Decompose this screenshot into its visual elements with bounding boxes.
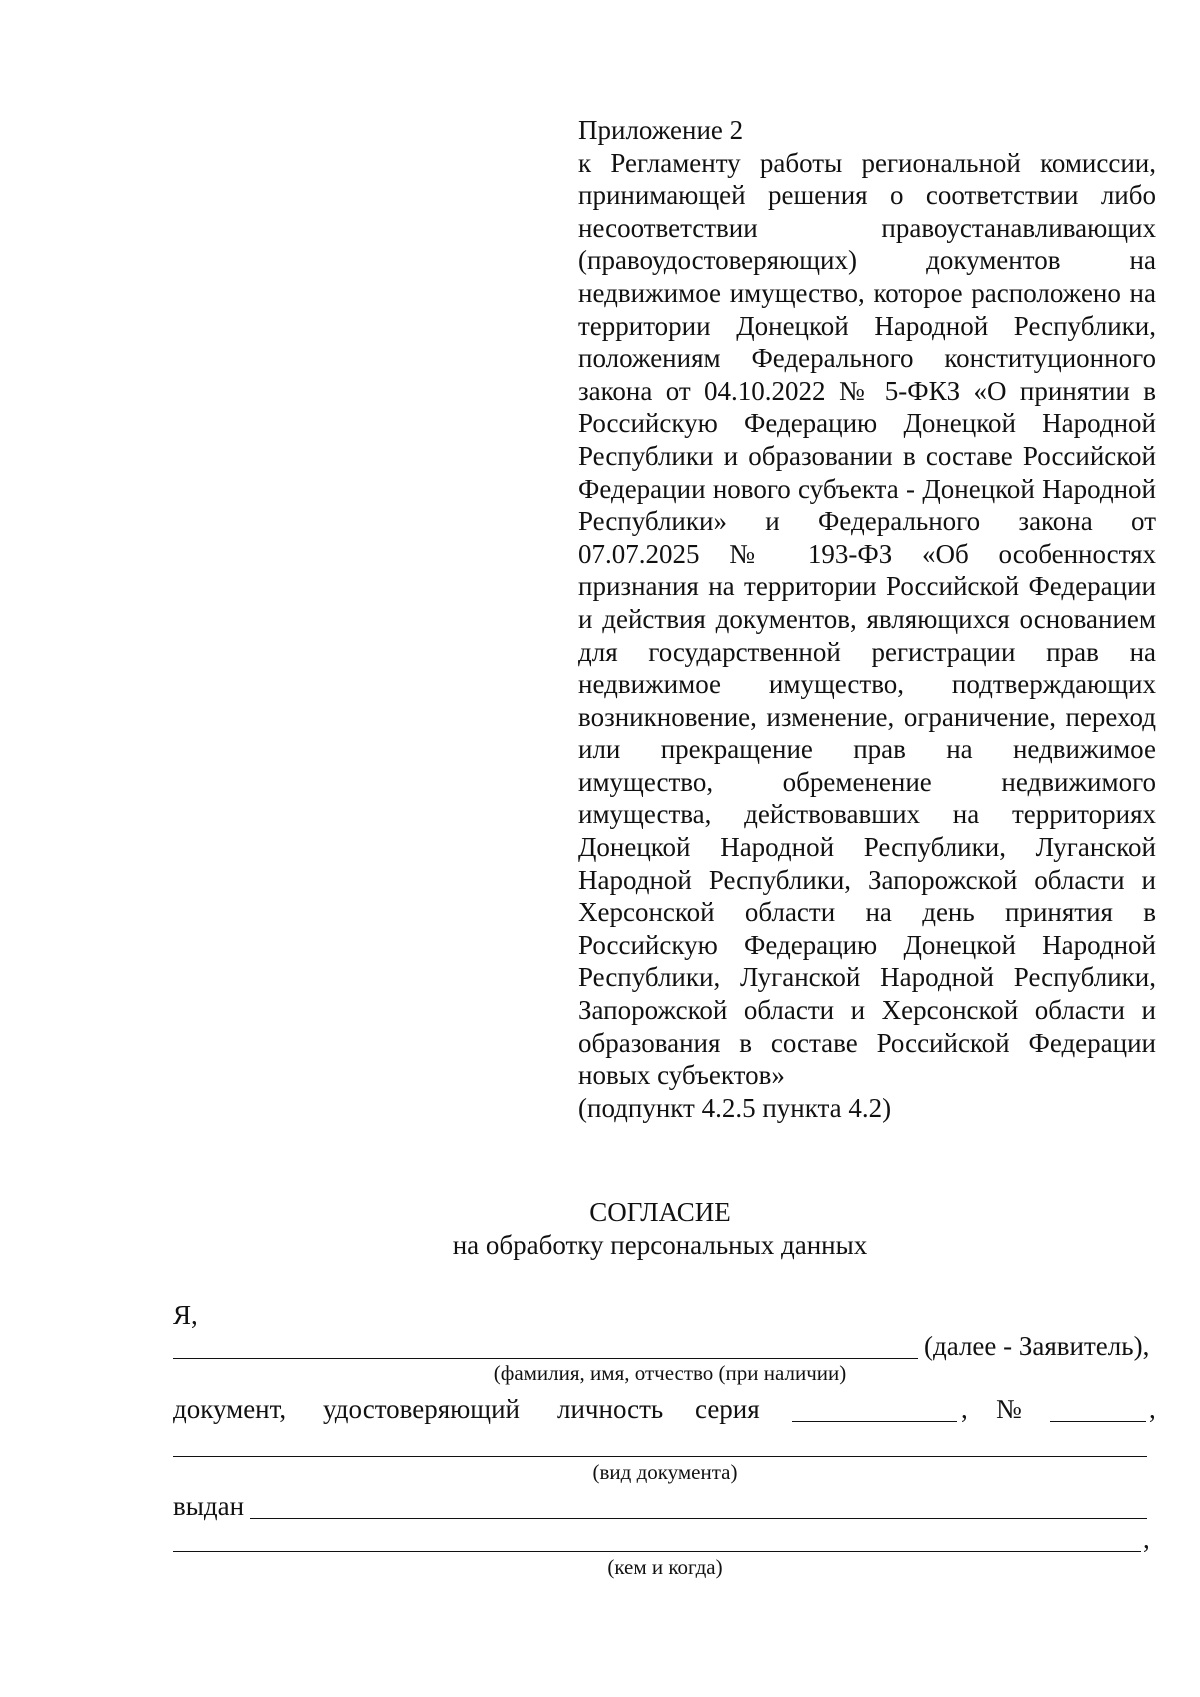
doc-type-field[interactable] xyxy=(173,1456,1147,1457)
doc-word-3: личность xyxy=(557,1394,664,1424)
issued-label: выдан xyxy=(173,1491,245,1521)
issued-hint: (кем и когда) xyxy=(607,1555,723,1579)
number-comma: , xyxy=(1149,1394,1156,1424)
doc-word-1: документ, xyxy=(173,1394,287,1424)
appendix-header xyxy=(578,114,1156,1124)
series-comma: , xyxy=(961,1394,968,1424)
doc-word-2: удостоверяющий xyxy=(323,1394,520,1424)
applicant-suffix: (далее - Заявитель), xyxy=(924,1331,1150,1361)
number-sign: № xyxy=(996,1394,1022,1424)
number-field[interactable] xyxy=(1050,1421,1146,1422)
appendix-subpoint: (подпункт 4.2.5 пункта 4.2) xyxy=(578,1092,892,1123)
name-hint: (фамилия, имя, отчество (при наличии) xyxy=(493,1361,847,1385)
series-field[interactable] xyxy=(792,1421,957,1422)
doc-type-hint: (вид документа) xyxy=(592,1460,738,1484)
appendix-body: к Регламенту работы региональной комиссии, принимающей решения о соответствии либо несоответствии правоустанавливающих (правоудостоверяющих) документов на недвижимое имущество, которое расположено на территории Донецкой Народной Республики, положениям Федерального конституционного закона от 04.10.2022 № 5-ФКЗ «О принятии в Российскую Федерацию Донецкой Народной Республики и образовании в составе Российской Федерации нового субъекта - Донецкой Народной Республики» и Федерального закона от 07.07.2025 № 193-ФЗ «Об особенностях признания на территории Российской Федерации и действия документов, являющихся основанием для государственной регистрации прав на недвижимое имущество, подтверждающих возникновение, изменение, ограничение, переход или прекращение прав на недвижимое имущество, обременение недвижимого имущества, действовавших на территориях Донецкой Народной Республики, Луганской Народной Республики, Запорожской области и Херсонской области на день принятия в Российскую Федерацию Донецкой Народной Республики, Луганской Народной Республики, Запорожской области и Херсонской области и образования в составе Российской Федерации новых субъектов» xyxy=(578,147,1156,1091)
appendix-title: Приложение 2 xyxy=(578,115,744,145)
applicant-name-field[interactable] xyxy=(173,1358,918,1359)
doc-word-4: серия xyxy=(695,1394,760,1424)
issued-field[interactable] xyxy=(250,1518,1147,1519)
consent-subtitle: на обработку персональных данных xyxy=(452,1230,868,1260)
issued-comma: , xyxy=(1143,1524,1150,1554)
i-label: Я, xyxy=(173,1300,198,1330)
consent-title: СОГЛАСИЕ xyxy=(589,1197,731,1227)
issued-field-2[interactable] xyxy=(173,1551,1141,1552)
